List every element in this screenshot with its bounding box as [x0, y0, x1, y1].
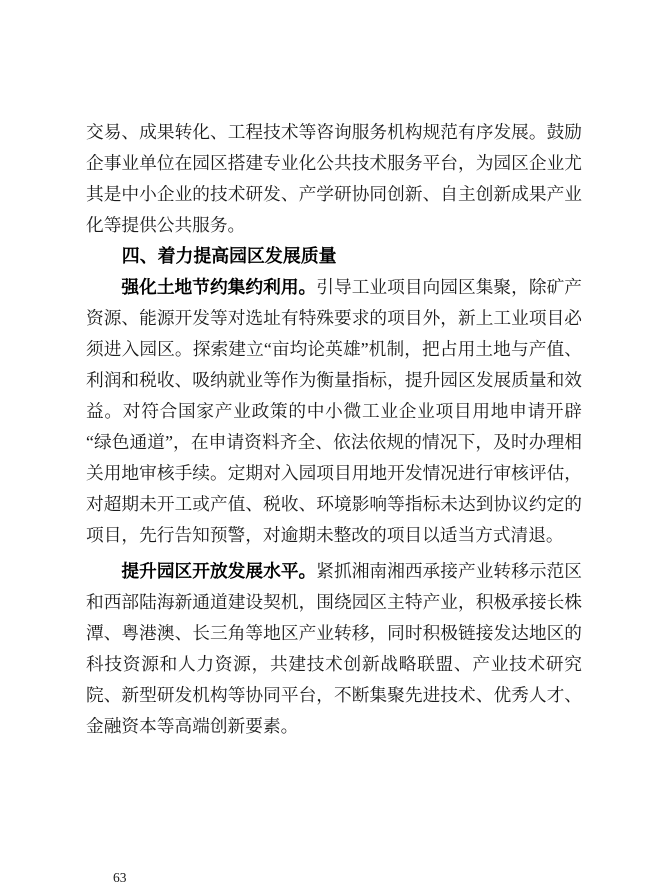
page-content: [86, 117, 582, 742]
section-heading: 四、着力提高园区发展质量: [121, 246, 337, 266]
page-number: 63: [113, 870, 127, 885]
paragraph-open-development-lead: 提升园区开放发展水平。: [121, 561, 317, 581]
paragraph-open-development-text: 紧抓湘南湘西承接产业转移示范区和西部陆海新通道建设契机，围绕园区主特产业，积极承接长株潭、粤港澳、长三角等地区产业转移，同时积极链接发达地区的科技资源和人力资源，共建技术创新战略联盟、产业技术研究院、新型研发机构等协同平台，不断集聚先进技术、优秀人才、金融资本等高端创新要素。: [86, 561, 582, 736]
paragraph-land-use: [86, 272, 582, 551]
paragraph-land-use-lead: 强化土地节约集约利用。: [121, 277, 317, 297]
paragraph-land-use-text: 引导工业项目向园区集聚，除矿产资源、能源开发等对选址有特殊要求的项目外，新上工业项目必须进入园区。探索建立“亩均论英雄”机制，把占用土地与产值、利润和税收、吸纳就业等作为衡量指标，提升园区发展质量和效益。对符合国家产业政策的中小微工业企业项目用地申请开辟“绿色通道”，在申请资料齐全、依法依规的情况下，及时办理相关用地审核手续。定期对入园项目用地开发情况进行审核评估，对超期未开工或产值、税收、环境影响等指标未达到协议约定的项目，先行告知预警，对逾期未整改的项目以适当方式清退。: [86, 277, 582, 545]
paragraph-continuation: 交易、成果转化、工程技术等咨询服务机构规范有序发展。鼓励企事业单位在园区搭建专业化公共技术服务平台，为园区企业尤其是中小企业的技术研发、产学研协同创新、自主创新成果产业化等提供公共服务。: [86, 122, 582, 235]
paragraph-open-development: [86, 556, 582, 742]
